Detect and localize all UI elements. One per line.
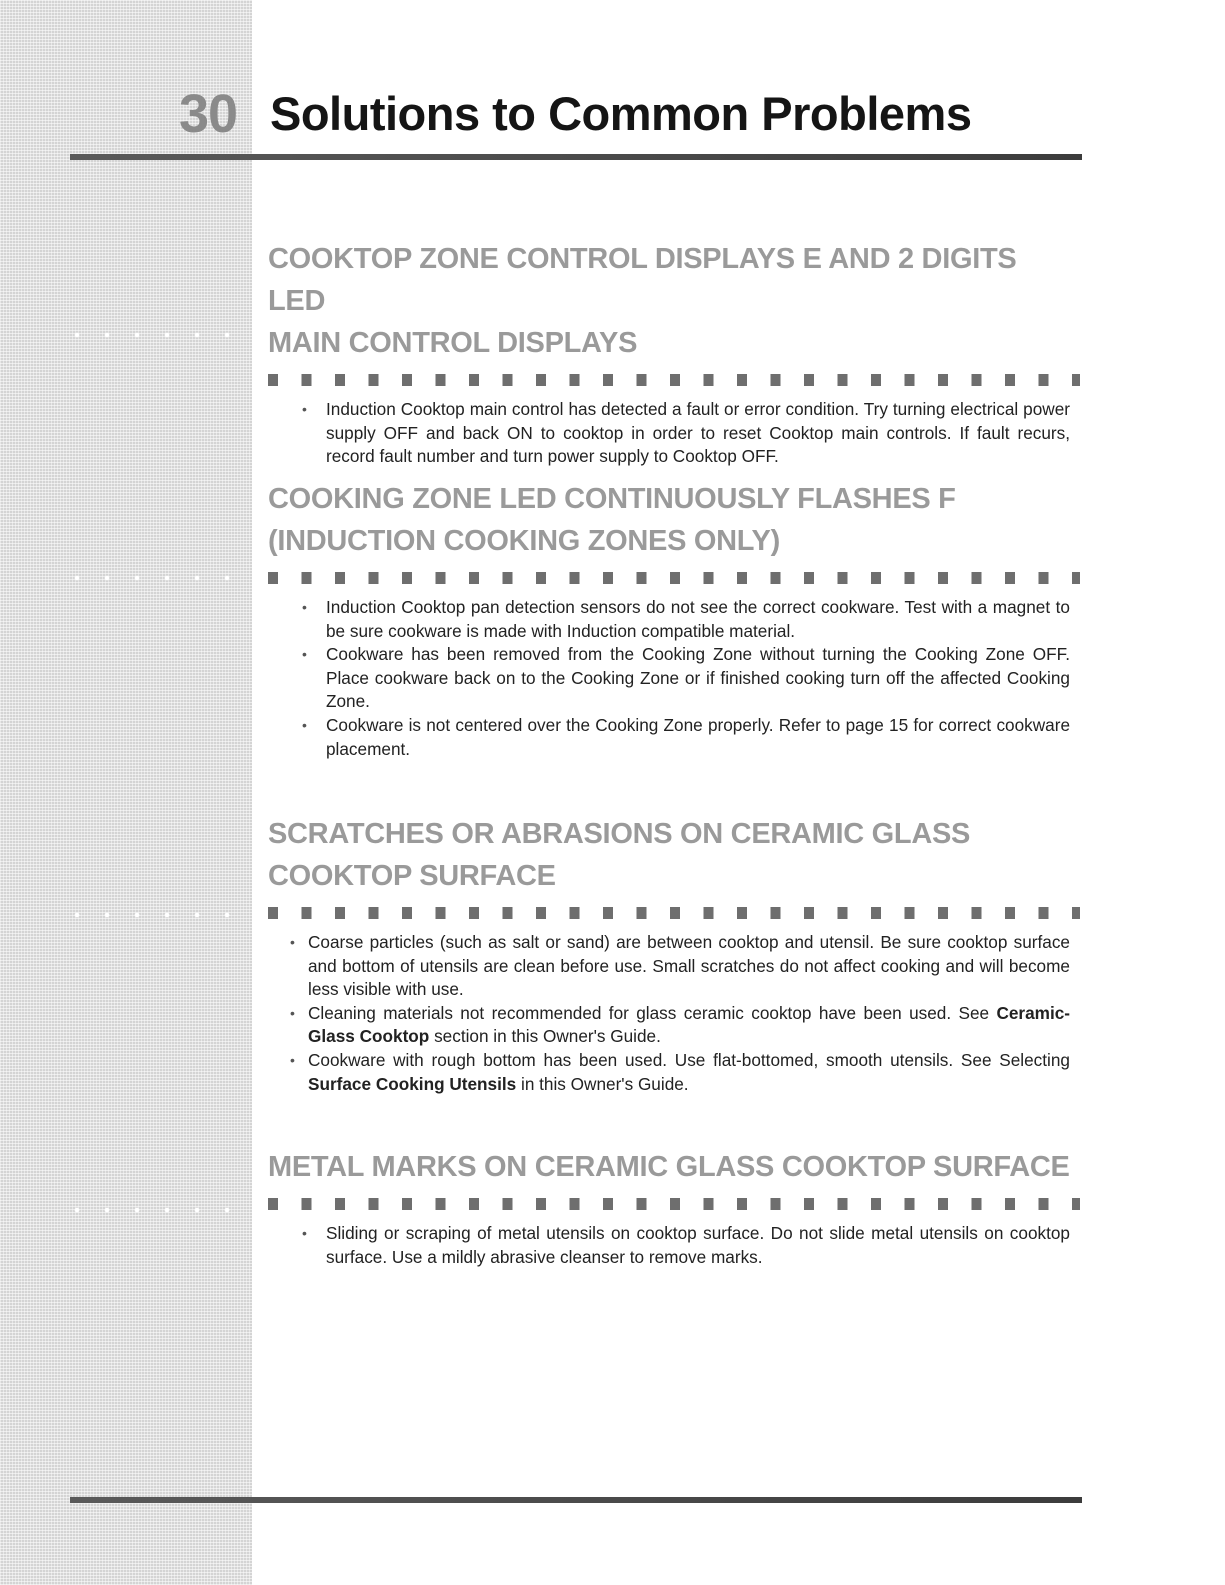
section-scratches-abrasions [268, 813, 1080, 1096]
section-zone-led-flashes [268, 478, 1080, 761]
section-zone-control-displays [268, 238, 1080, 469]
list-item [268, 1049, 1080, 1096]
section-heading-line: COOKTOP SURFACE [268, 860, 556, 892]
bullet-list [268, 398, 1080, 469]
list-item-text: section in this Owner's Guide. [429, 1026, 661, 1047]
list-item-text: Cookware with rough bottom has been used. Use flat-bottomed, smooth utensils. See Selecting [308, 1049, 1070, 1070]
page-number: 30 [178, 84, 238, 144]
section-heading [268, 478, 1080, 562]
left-sidebar-band [0, 0, 252, 1585]
section-heading [268, 1146, 1080, 1188]
section-metal-marks [268, 1146, 1080, 1269]
surface-cooking-utensils-reference: Surface Cooking Utensils [308, 1073, 517, 1094]
ceramic-glass-cooktop-reference: Ceramic-Glass Cooktop [308, 1002, 1070, 1047]
section-heading-line: SCRATCHES OR ABRASIONS ON CERAMIC GLASS [268, 818, 971, 850]
list-item: • Induction Cooktop main control has detected a fault or error condition. Try turning electrical power supply OFF and back ON to cooktop in order to reset Cooktop main controls. If fault recurs, record fault number and turn power supply to Cooktop OFF. [268, 398, 1080, 469]
square-divider [268, 374, 1080, 386]
sidebar-dot-row [62, 911, 242, 919]
section-heading-line: COOKTOP ZONE CONTROL DISPLAYS E AND 2 DIGITS LED [268, 243, 1017, 317]
square-divider [268, 572, 1080, 584]
bullet-list [268, 931, 1080, 1096]
page-title: Solutions to Common Problems [270, 87, 972, 140]
sidebar-dot-row [62, 574, 242, 582]
section-heading-line: METAL MARKS ON CERAMIC GLASS COOKTOP SURFACE [268, 1151, 1070, 1183]
list-item: • Induction Cooktop pan detection sensors do not see the correct cookware. Test with a magnet to be sure cookware is made with Induction compatible material. [268, 596, 1080, 643]
bullet-list [268, 1222, 1080, 1269]
sidebar-dot-row [62, 331, 242, 339]
header-rule [70, 154, 1082, 160]
sidebar-dot-row [62, 1206, 242, 1214]
list-item [268, 1002, 1080, 1049]
bullet-list [268, 596, 1080, 761]
section-heading-line: COOKING ZONE LED CONTINUOUSLY FLASHES F [268, 483, 956, 515]
section-heading [268, 238, 1080, 364]
list-item: • Cookware is not centered over the Cooking Zone properly. Refer to page 15 for correct cookware placement. [268, 714, 1080, 761]
list-item: • Cookware has been removed from the Cooking Zone without turning the Cooking Zone OFF. Place cookware back on to the Cooking Zone or if finished cooking turn off the affected Cooking Zone. [268, 643, 1080, 714]
square-divider [268, 907, 1080, 919]
list-item: • Coarse particles (such as salt or sand) are between cooktop and utensil. Be sure cooktop surface and bottom of utensils are clean before use. Small scratches do not affect cooking and will become less visible with use. [268, 931, 1080, 1002]
section-heading-line: (INDUCTION COOKING ZONES ONLY) [268, 525, 780, 557]
section-heading-line: MAIN CONTROL DISPLAYS [268, 327, 638, 359]
section-heading [268, 813, 1080, 897]
list-item: • Sliding or scraping of metal utensils on cooktop surface. Do not slide metal utensils on cooktop surface. Use a mildly abrasive cleanser to remove marks. [268, 1222, 1080, 1269]
list-item-text: Cleaning materials not recommended for glass ceramic cooktop have been used. See [308, 1002, 997, 1023]
footer-rule [70, 1497, 1082, 1503]
list-item-text: in this Owner's Guide. [516, 1073, 689, 1094]
square-divider [268, 1198, 1080, 1210]
